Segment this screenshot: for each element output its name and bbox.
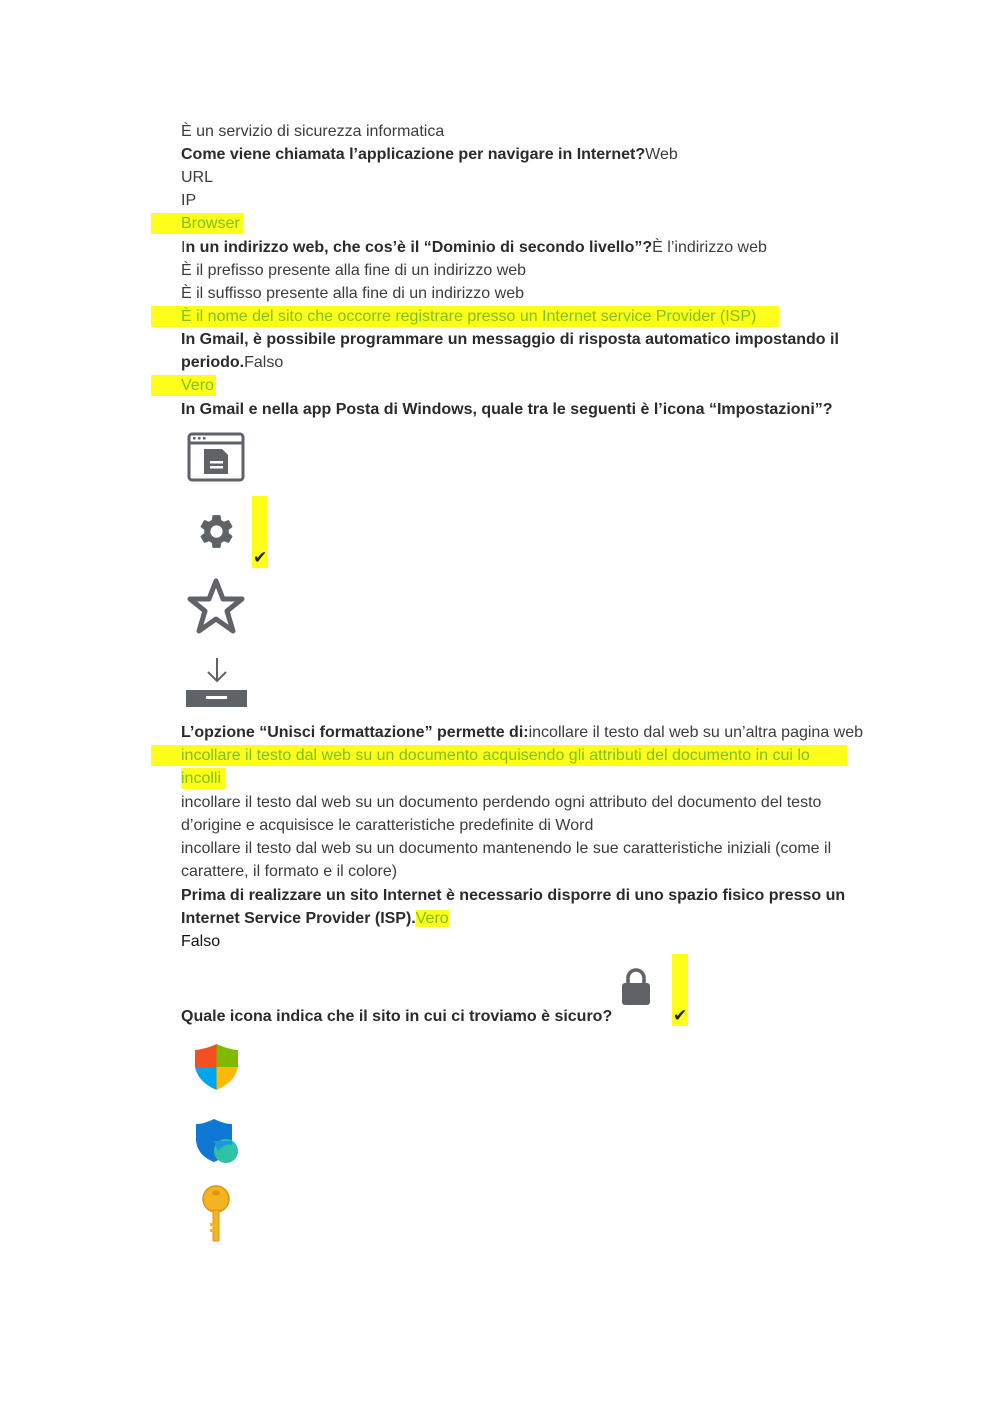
gear-icon: [196, 511, 237, 552]
correct-answer: Vero: [415, 910, 449, 927]
answer-option: Falso: [244, 354, 284, 371]
question-line: [181, 143, 678, 166]
question-text: n un indirizzo web, che cos’è il “Dominio di secondo livello”?: [185, 239, 653, 256]
answer-option: incollare il testo dal web su un’altra pagina web: [528, 724, 864, 741]
question-text: Come viene chiamata l’applicazione per navigare in Internet?: [181, 146, 646, 163]
answer-option: È l’indirizzo web: [652, 239, 767, 256]
question-lead: I: [181, 239, 186, 256]
key-icon: [200, 1185, 232, 1245]
answer-option: È il prefisso presente alla fine di un indirizzo web: [181, 262, 527, 279]
star-icon: [186, 578, 246, 636]
correct-answer: È il nome del sito che occorre registrare presso un Internet service Provider (ISP): [181, 308, 757, 325]
answer-option: Falso: [181, 933, 221, 950]
question-text: L’opzione “Unisci formattazione” permette di:: [181, 724, 529, 741]
correct-answer: Vero: [181, 377, 214, 394]
answer-option-continued: carattere, il formato e il colore): [181, 863, 398, 880]
download-tray-icon: [186, 656, 248, 708]
question-text: In Gmail, è possibile programmare un messaggio di risposta automatico impostando il: [181, 331, 839, 348]
answer-option: incollare il testo dal web su un documento perdendo ogni attributo del documento del testo: [181, 794, 822, 811]
question-text: Internet Service Provider (ISP).: [181, 910, 416, 927]
answer-option: URL: [181, 169, 214, 186]
question-text: Prima di realizzare un sito Internet è necessario disporre di uno spazio fisico presso un: [181, 887, 846, 904]
window-document-icon: [187, 432, 246, 482]
correct-check-mark: ✔: [252, 496, 268, 568]
defender-shield-icon: [194, 1117, 240, 1164]
answer-option-continued: d’origine e acquisisce le caratteristiche predefinite di Word: [181, 817, 594, 834]
question-text: In Gmail e nella app Posta di Windows, quale tra le seguenti è l’icona “Impostazioni”?: [181, 401, 833, 418]
question-line: [181, 721, 863, 744]
question-line: [181, 907, 449, 930]
answer-option: incollare il testo dal web su un documento mantenendo le sue caratteristiche iniziali (come il: [181, 840, 832, 857]
question-text: Quale icona indica che il sito in cui ci troviamo è sicuro?: [181, 1008, 613, 1025]
question-line: [181, 236, 767, 259]
correct-check-mark: ✔: [672, 954, 688, 1026]
answer-option: È un servizio di sicurezza informatica: [181, 123, 445, 140]
question-line: [181, 351, 283, 374]
windows-shield-icon: [193, 1042, 240, 1092]
correct-answer-continued: incolli: [181, 770, 222, 787]
answer-option: È il suffisso presente alla fine di un indirizzo web: [181, 285, 524, 302]
answer-option: Web: [645, 146, 678, 163]
lock-icon: [621, 968, 651, 1006]
correct-answer: incollare il testo dal web su un documento acquisendo gli attributi del documento in cui lo: [181, 747, 810, 764]
correct-answer: Browser: [181, 215, 240, 232]
question-text: periodo.: [181, 354, 245, 371]
answer-option: IP: [181, 192, 197, 209]
